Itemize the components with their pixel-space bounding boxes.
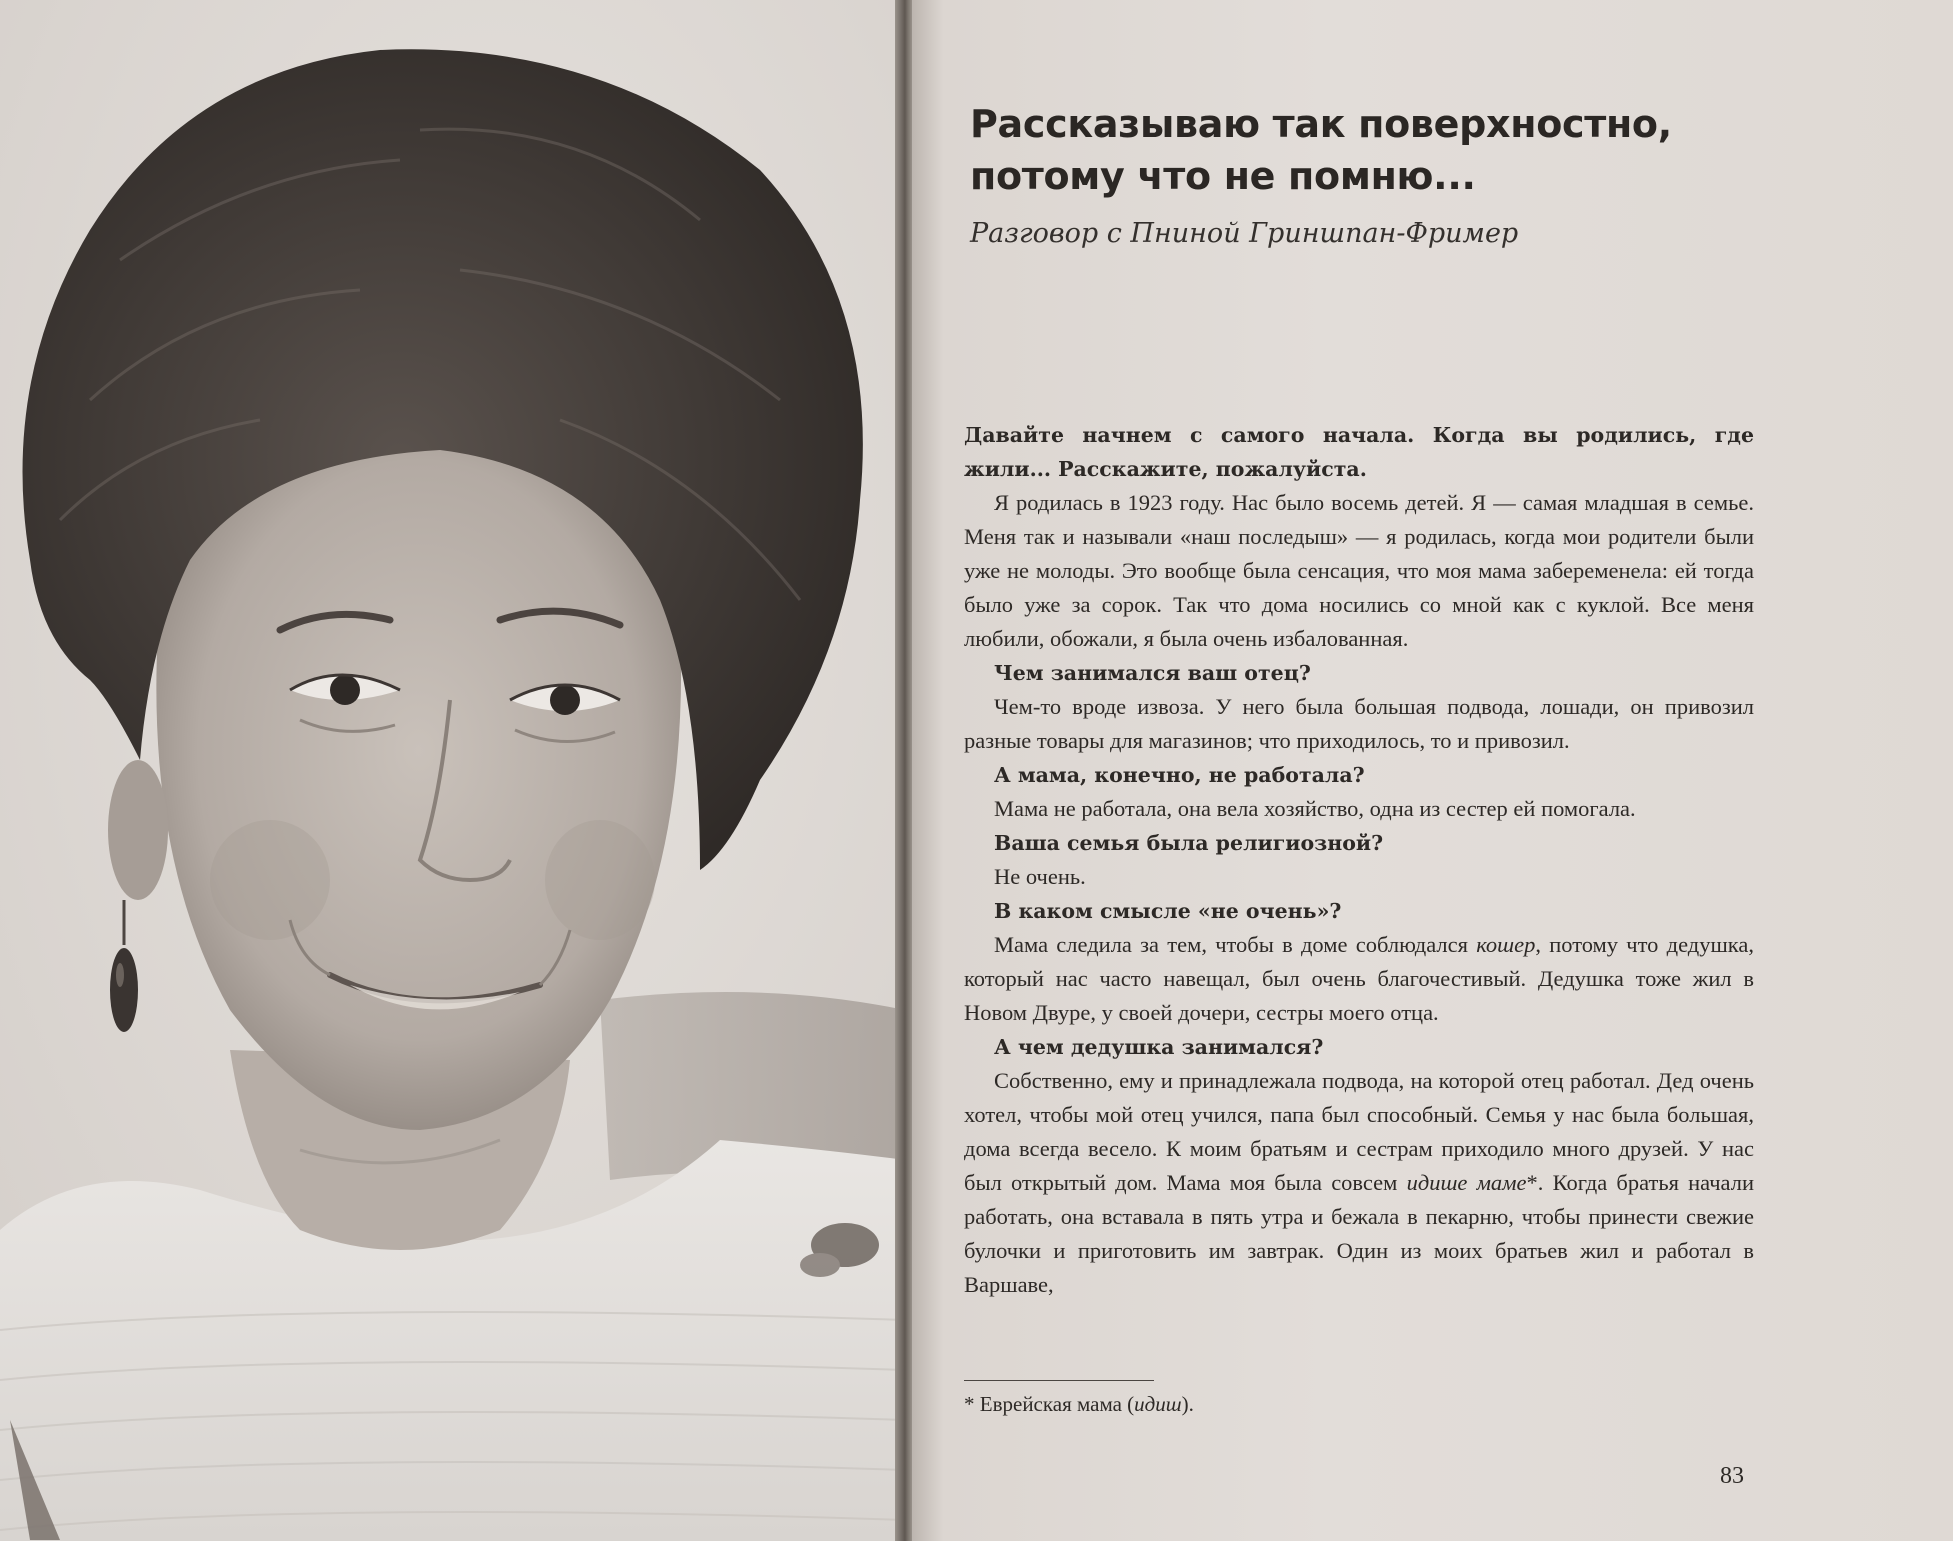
question-5: В каком смысле «не очень»? [994,899,1342,923]
question-2: Чем занимался ваш отец? [994,661,1311,685]
footnote-text-b: ). [1181,1392,1194,1416]
chapter-title [970,98,1750,202]
left-page [0,0,905,1541]
right-page [912,0,1953,1541]
footnote-italic: идиш [1134,1392,1182,1416]
answer-4: Не очень. [994,864,1086,889]
question-4: Ваша семья была религиозной? [994,831,1384,855]
chapter-title-line-2: потому что не помню... [970,154,1476,198]
question-1: Давайте начнем с самого начала. Когда вы родились, где жили... Расскажите, пожалуйста. [964,423,1754,481]
answer-5-text-b: , потому что дедушка, который нас часто навещал, был очень благочестивый. Дедушка тоже жил в Новом Двуре, у своей дочери, сестры моего отца. [964,932,1754,1025]
answer-5 [964,928,1754,1030]
page-number: 83 [1720,1463,1744,1489]
answer-3: Мама не работала, она вела хозяйство, одна из сестер ей помогала. [994,796,1636,821]
question-6: А чем дедушка занимался? [994,1035,1324,1059]
answer-6-text-b: *. Когда братья начали работать, она вставала в пять утра и бежала в пекарню, чтобы принести свежие булочки и приготовить им завтрак. Один из моих братьев жил и работал в Варшаве, [964,1170,1754,1297]
footnote-text-a: * Еврейская мама ( [964,1392,1135,1416]
interview-text [964,418,1754,1302]
footnote-divider [964,1380,1154,1381]
chapter-title-line-1: Рассказываю так поверхностно, [970,102,1672,146]
footnote [964,1392,1194,1417]
chapter-subtitle: Разговор с Пниной Гриншпан-Фример [970,218,1519,249]
answer-6-italic: идише маме [1406,1170,1527,1195]
question-3: А мама, конечно, не работала? [994,763,1365,787]
answer-1: Я родилась в 1923 году. Нас было восемь детей. Я — самая младшая в семье. Меня так и называли «наш последыш» — я родилась, когда мои родители были уже не молоды. Это вообще была сенсация, что моя мама забеременела: ей тогда было уже за сорок. Так что дома носились со мной как с куклой. Все меня любили, обожали, я была очень избалованная. [964,490,1754,651]
portrait-photo [0,0,905,1541]
answer-6-text-a: Собственно, ему и принадлежала подвода, на которой отец работал. Дед очень хотел, чтобы мой отец учился, папа был способный. Семья у нас была большая, дома всегда весело. К моим братьям и сестрам приходило много друзей. У нас был открытый дом. Мама моя была совсем [964,1068,1754,1195]
answer-5-text-a: Мама следила за тем, чтобы в доме соблюдался [994,932,1477,957]
answer-6 [964,1064,1754,1302]
answer-2: Чем-то вроде извоза. У него была большая подвода, лошади, он привозил разные товары для магазинов; что приходилось, то и привозил. [964,694,1754,753]
answer-5-italic: кошер [1476,932,1536,957]
